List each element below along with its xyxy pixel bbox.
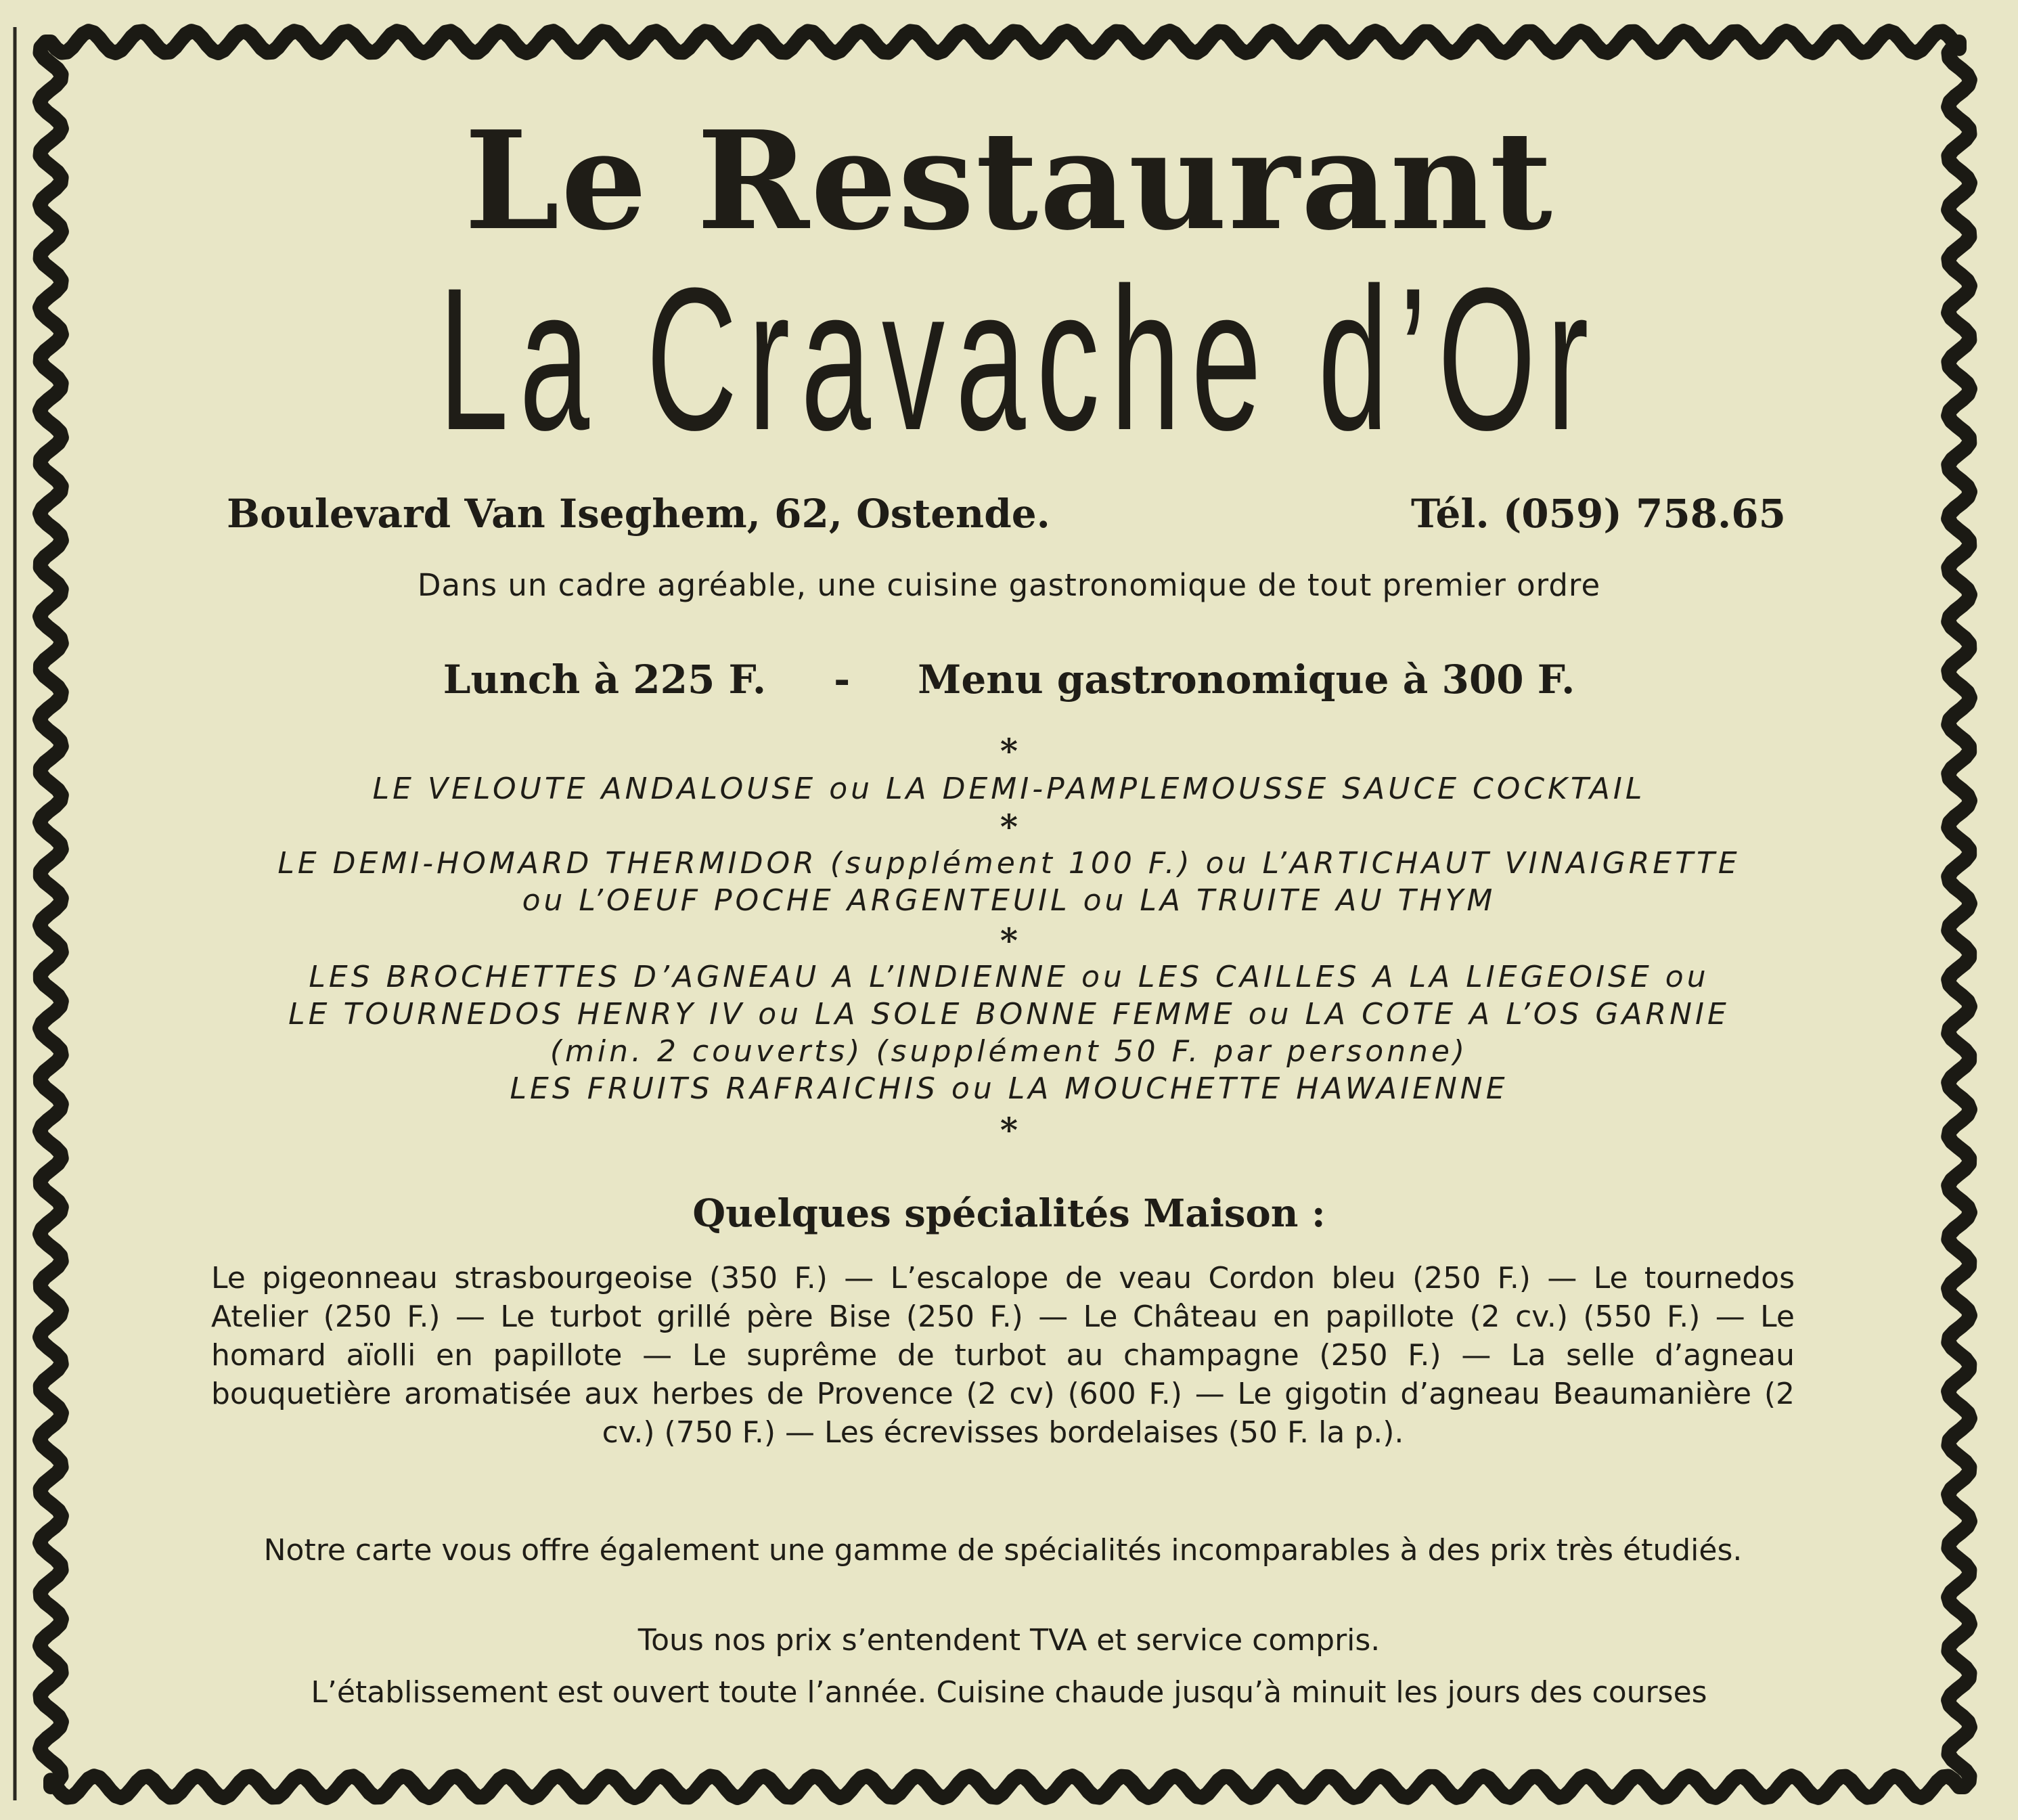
address: Boulevard Van Iseghem, 62, Ostende. bbox=[227, 491, 1050, 537]
lunch-price: Lunch à 225 F. bbox=[443, 657, 767, 703]
menu-main-note: (min. 2 couverts) (supplément 50 F. par personne) bbox=[550, 1034, 1468, 1069]
menu-starters: LE VELOUTE ANDALOUSE ou LA DEMI-PAMPLEMOUSSE SAUCE COCKTAIL bbox=[372, 772, 1646, 806]
menu-price: Menu gastronomique à 300 F. bbox=[918, 657, 1575, 703]
carte-note: Notre carte vous offre également une gamme de spécialités incomparables à des prix très étudiés. bbox=[263, 1533, 1743, 1568]
restaurant-label: Le Restaurant bbox=[464, 102, 1554, 261]
star-separator: * bbox=[1000, 1110, 1018, 1150]
prices-note: Tous nos prix s’entendent TVA et service compris. bbox=[637, 1623, 1381, 1658]
menu-main-line: LES BROCHETTES D’AGNEAU A L’INDIENNE ou LES CAILLES A LA LIEGEOISE ou bbox=[309, 960, 1709, 994]
specialties-heading: Quelques spécialités Maison : bbox=[692, 1191, 1326, 1236]
opening-note: L’établissement est ouvert toute l’année. Cuisine chaude jusqu’à minuit les jours des courses bbox=[311, 1675, 1707, 1710]
price-separator: - bbox=[834, 657, 851, 703]
restaurant-name: La Cravache d’Or bbox=[439, 245, 1600, 472]
tagline: Dans un cadre agréable, une cuisine gastronomique de tout premier ordre bbox=[417, 567, 1601, 603]
star-separator: * bbox=[1000, 920, 1018, 960]
menu-dessert: LES FRUITS RAFRAICHIS ou LA MOUCHETTE HAWAIENNE bbox=[510, 1071, 1508, 1106]
menu-entree-line: LE DEMI-HOMARD THERMIDOR (supplément 100 F.) ou L’ARTICHAUT VINAIGRETTE bbox=[277, 846, 1741, 881]
star-separator: * bbox=[1000, 807, 1018, 847]
specialties-list: Le pigeonneau strasbourgeoise (350 F.) — L’escalope de veau Cordon bleu (250 F.) — Le tournedos Atelier (250 F.) — Le turbot grillé père Bise (250 F.) — Le Château en papillote (2 cv.) (550 F.) — Le homard aïolli en papillote — Le suprême de turbot au champagne (250 F.) — La selle d’agneau bouquetière aromatisée aux herbes de Provence (2 cv) (600 F.) — Le gigotin d’agneau Beaumanière (2 cv.) (750 F.) — Les écrevisses bordelaises (50 F. la p.). bbox=[211, 1261, 1795, 1450]
phone-number: Tél. (059) 758.65 bbox=[1411, 491, 1786, 537]
menu-main-line: LE TOURNEDOS HENRY IV ou LA SOLE BONNE FEMME ou LA COTE A L’OS GARNIE bbox=[288, 997, 1730, 1031]
price-offers bbox=[0, 657, 2018, 703]
menu-entree-line: ou L’OEUF POCHE ARGENTEUIL ou LA TRUITE AU THYM bbox=[522, 883, 1496, 918]
star-separator: * bbox=[1000, 731, 1018, 771]
